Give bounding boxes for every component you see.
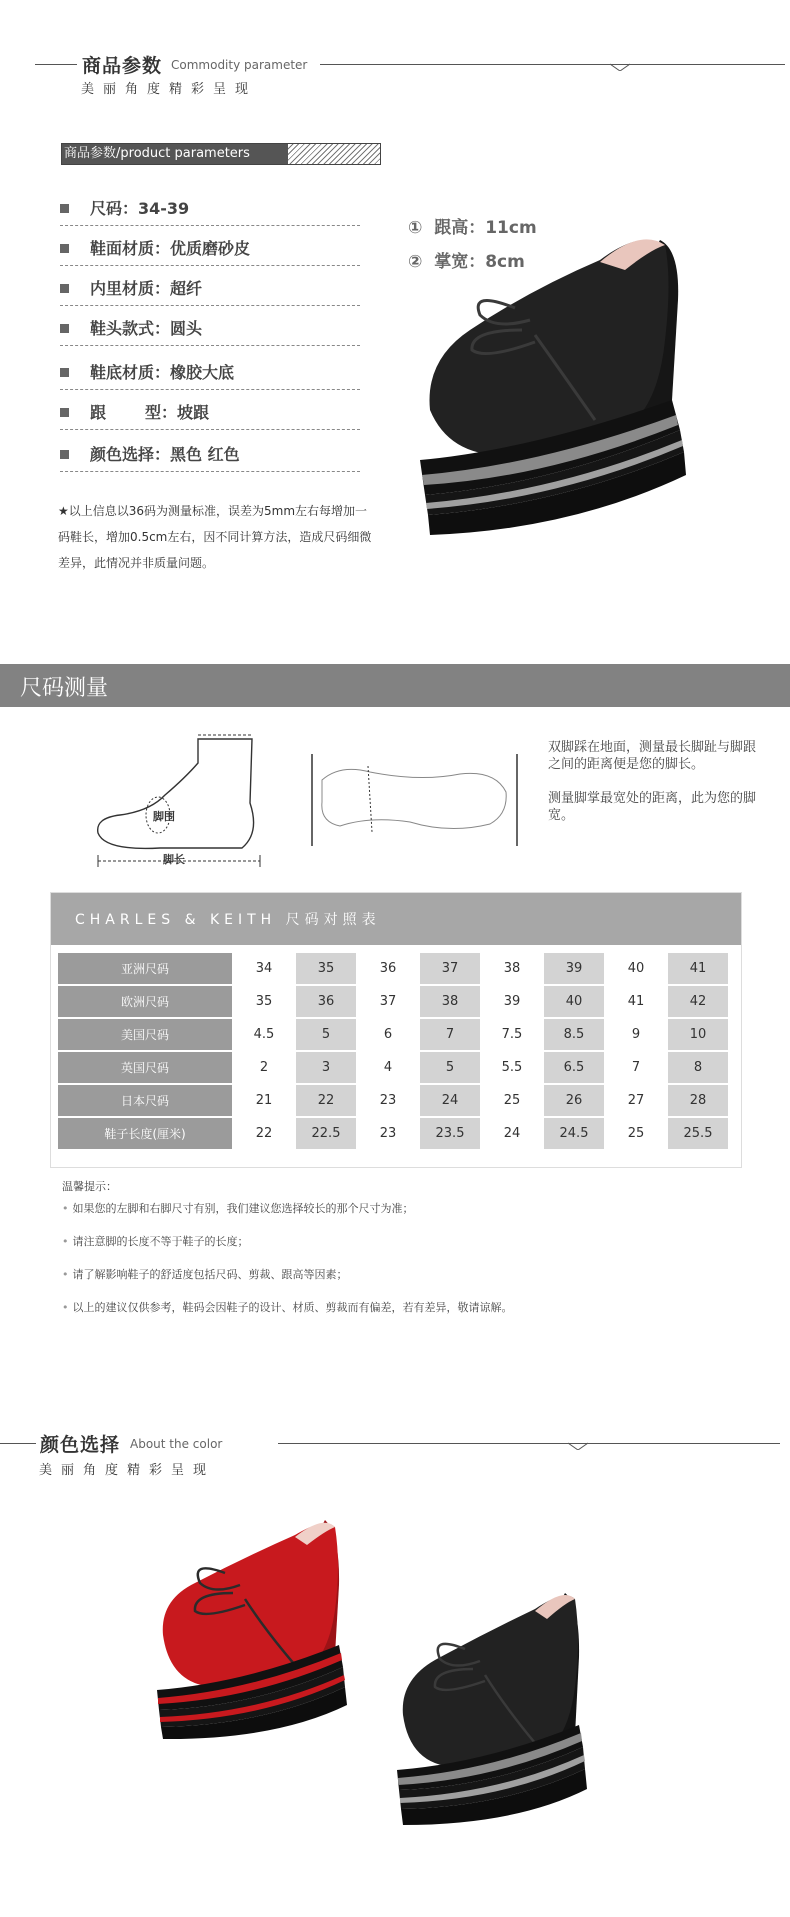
- tip-item: [62, 1200, 414, 1216]
- param-label: 跟 型：坡跟: [90, 403, 209, 422]
- table-cell: 6: [358, 1019, 418, 1050]
- table-cell: 23: [358, 1118, 418, 1149]
- table-cell: 28: [668, 1085, 728, 1116]
- table-cell: 24: [482, 1118, 542, 1149]
- table-row: [58, 1019, 728, 1050]
- table-row: [58, 986, 728, 1017]
- heel-height-spec: ① 跟高：11cm: [408, 218, 537, 238]
- table-cell: 2: [234, 1052, 294, 1083]
- table-cell: 5: [296, 1019, 356, 1050]
- table-cell: 24.5: [544, 1118, 604, 1149]
- tip-item: [62, 1266, 348, 1282]
- row-header: 日本尺码: [58, 1085, 232, 1116]
- table-cell: 23.5: [420, 1118, 480, 1149]
- table-cell: 42: [668, 986, 728, 1017]
- table-row: [58, 1052, 728, 1083]
- table-cell: 9: [606, 1019, 666, 1050]
- table-cell: 25.5: [668, 1118, 728, 1149]
- table-cell: 25: [482, 1085, 542, 1116]
- section-tagline: 美丽角度精彩呈现: [39, 1463, 216, 1478]
- table-cell: 34: [234, 953, 294, 984]
- table-row: [58, 953, 728, 984]
- tips-heading: 温馨提示：: [62, 1180, 117, 1193]
- section-tagline: 美丽角度精彩呈现: [81, 82, 258, 97]
- row-header: 英国尺码: [58, 1052, 232, 1083]
- params-header-bar: [61, 143, 381, 165]
- table-cell: 3: [296, 1052, 356, 1083]
- param-label: 鞋底材质：橡胶大底: [90, 363, 235, 382]
- table-cell: 40: [606, 953, 666, 984]
- tip-text: 以上的建议仅供参考，鞋码会因鞋子的设计、材质、剪裁而有偏差，若有差异，敬请谅解。: [72, 1301, 513, 1314]
- table-cell: 35: [234, 986, 294, 1017]
- header-notch: [610, 61, 630, 71]
- table-cell: 27: [606, 1085, 666, 1116]
- table-cell: 36: [296, 986, 356, 1017]
- bullet-square: [60, 450, 69, 459]
- table-cell: 22: [234, 1118, 294, 1149]
- dashed-divider: [60, 471, 360, 472]
- section-title: 颜色选择: [40, 1434, 121, 1456]
- table-cell: 36: [358, 953, 418, 984]
- table-cell: 22.5: [296, 1118, 356, 1149]
- param-row: [60, 272, 360, 306]
- tip-text: 请了解影响鞋子的舒适度包括尺码、剪裁、跟高等因素；: [72, 1268, 348, 1281]
- bullet-dot: •: [62, 1268, 69, 1281]
- table-cell: 4.5: [234, 1019, 294, 1050]
- table-cell: 40: [544, 986, 604, 1017]
- param-row: [60, 192, 360, 226]
- tip-text: 请注意脚的长度不等于鞋子的长度；: [72, 1235, 249, 1248]
- foot-side-illustration: [90, 733, 270, 868]
- dashed-divider: [60, 345, 360, 346]
- param-label: 鞋头款式：圆头: [90, 319, 203, 338]
- size-chart-header: [51, 893, 741, 945]
- header-line-right: [278, 1443, 780, 1444]
- table-cell: 8.5: [544, 1019, 604, 1050]
- dashed-divider: [60, 225, 360, 226]
- section-title: 商品参数: [82, 55, 163, 77]
- table-cell: 5: [420, 1052, 480, 1083]
- size-table: [56, 951, 730, 1151]
- size-measure-band: [0, 664, 790, 707]
- dashed-divider: [60, 305, 360, 306]
- param-label: 内里材质：超纤: [90, 279, 203, 298]
- bullet-square: [60, 204, 69, 213]
- tip-item: [62, 1299, 513, 1315]
- bullet-square: [60, 368, 69, 377]
- bullet-square: [60, 284, 69, 293]
- table-cell: 37: [358, 986, 418, 1017]
- measure-width-text: 测量脚掌最宽处的距离，此为您的脚宽。: [548, 791, 757, 823]
- table-cell: 24: [420, 1085, 480, 1116]
- foot-top-illustration: [310, 752, 520, 848]
- foot-around-label: 脚围: [153, 810, 175, 823]
- table-cell: 7: [606, 1052, 666, 1083]
- table-cell: 23: [358, 1085, 418, 1116]
- tip-item: [62, 1233, 249, 1249]
- params-header-label: 商品参数/product parameters: [62, 144, 288, 164]
- band-title: 尺码测量: [20, 676, 109, 701]
- table-row: [58, 1118, 728, 1149]
- table-cell: 8: [668, 1052, 728, 1083]
- table-cell: 7: [420, 1019, 480, 1050]
- section-header-color: [0, 1426, 790, 1486]
- table-cell: 37: [420, 953, 480, 984]
- table-cell: 25: [606, 1118, 666, 1149]
- red-shoe-image: [155, 1515, 365, 1740]
- bullet-square: [60, 408, 69, 417]
- param-row: [60, 356, 360, 390]
- header-notch: [568, 1440, 588, 1450]
- params-header-hatch: [288, 144, 380, 164]
- bullet-dot: •: [62, 1202, 69, 1215]
- table-cell: 41: [606, 986, 666, 1017]
- table-cell: 38: [482, 953, 542, 984]
- table-cell: 7.5: [482, 1019, 542, 1050]
- dashed-divider: [60, 389, 360, 390]
- table-cell: 4: [358, 1052, 418, 1083]
- dashed-divider: [60, 429, 360, 430]
- section-subtitle: Commodity parameter: [171, 58, 308, 72]
- table-cell: 35: [296, 953, 356, 984]
- table-cell: 39: [482, 986, 542, 1017]
- bullet-square: [60, 324, 69, 333]
- row-header: 欧洲尺码: [58, 986, 232, 1017]
- table-cell: 6.5: [544, 1052, 604, 1083]
- table-cell: 5.5: [482, 1052, 542, 1083]
- size-chart-title: CHARLES & KEITH 尺码对照表: [75, 912, 381, 928]
- tip-text: 如果您的左脚和右脚尺寸有别，我们建议您选择较长的那个尺寸为准；: [72, 1202, 414, 1215]
- black-shoe-image: [410, 220, 720, 560]
- table-cell: 21: [234, 1085, 294, 1116]
- palm-width-spec: ② 掌宽：8cm: [408, 252, 525, 272]
- measurement-note: ★以上信息以36码为测量标准，误差为5mm左右每增加一码鞋长，增加0.5cm左右，因不同计算方法，造成尺码细微差异，此情况并非质量问题。: [58, 504, 372, 570]
- param-row: [60, 312, 360, 346]
- measure-length-text: 双脚踩在地面，测量最长脚趾与脚跟之间的距离便是您的脚长。: [548, 740, 757, 772]
- row-header: 亚洲尺码: [58, 953, 232, 984]
- bullet-dot: •: [62, 1301, 69, 1314]
- dashed-divider: [60, 265, 360, 266]
- param-row: [60, 438, 360, 472]
- row-header: 美国尺码: [58, 1019, 232, 1050]
- table-row: [58, 1085, 728, 1116]
- black-shoe-variant-image: [395, 1585, 600, 1835]
- param-row: [60, 232, 360, 266]
- table-cell: 39: [544, 953, 604, 984]
- table-cell: 10: [668, 1019, 728, 1050]
- size-chart: [50, 892, 742, 1168]
- foot-length-label: 脚长: [163, 853, 185, 866]
- param-row: [60, 396, 360, 430]
- section-header-params: [0, 48, 790, 108]
- param-label: 尺码：34-39: [90, 199, 190, 218]
- table-cell: 41: [668, 953, 728, 984]
- header-line-left: [35, 64, 77, 65]
- param-label: 鞋面材质：优质磨砂皮: [90, 239, 251, 258]
- row-header: 鞋子长度(厘米): [58, 1118, 232, 1149]
- header-line-right: [320, 64, 785, 65]
- section-subtitle: About the color: [130, 1437, 223, 1451]
- bullet-square: [60, 244, 69, 253]
- header-line-left: [0, 1443, 36, 1444]
- table-cell: 38: [420, 986, 480, 1017]
- table-cell: 26: [544, 1085, 604, 1116]
- bullet-dot: •: [62, 1235, 69, 1248]
- table-cell: 22: [296, 1085, 356, 1116]
- param-label: 颜色选择：黑色 红色: [90, 445, 240, 464]
